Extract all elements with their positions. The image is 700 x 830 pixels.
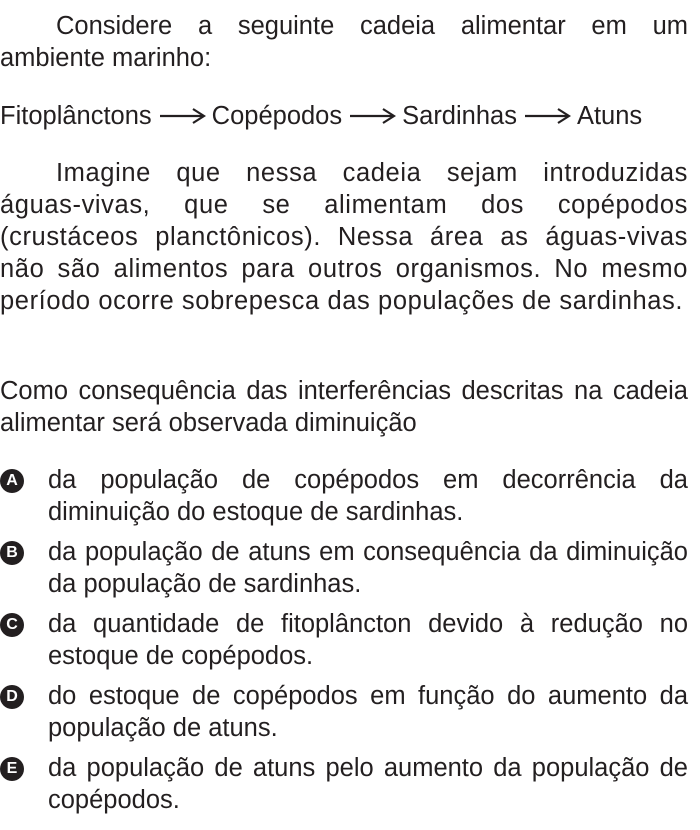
right-arrow-icon	[525, 106, 571, 126]
chain-item-atuns: Atuns	[576, 101, 643, 130]
right-arrow-icon	[350, 106, 396, 126]
option-d-text: do estoque de copépodos em função do aumento da população de atuns.	[48, 682, 688, 742]
scenario-paragraph	[0, 157, 688, 317]
option-b-text: da população de atuns em consequência da diminuição da população de sardinhas.	[48, 538, 688, 598]
option-e-text: da população de atuns pelo aumento da população de copépodos.	[48, 754, 688, 814]
option-a-badge-icon: A	[0, 469, 24, 493]
question-stem: Como consequência das interferências descritas na cadeia alimentar será observada diminuição	[0, 377, 688, 437]
intro-text: Considere a seguinte cadeia alimentar em um ambiente marinho:	[0, 12, 688, 72]
option-d-badge-icon: D	[0, 685, 24, 709]
intro-paragraph	[0, 10, 688, 74]
option-c-badge-icon: C	[0, 613, 24, 637]
option-b-badge-icon: B	[0, 541, 24, 565]
chain-item-fitoplanctons: Fitoplânctons	[0, 101, 152, 130]
option-a-text: da população de copépodos em decorrência da diminuição do estoque de sardinhas.	[48, 466, 688, 526]
chain-item-sardinhas: Sardinhas	[402, 101, 517, 130]
right-arrow-icon	[160, 106, 206, 126]
food-chain	[0, 100, 690, 132]
chain-item-copepodos: Copépodos	[211, 101, 343, 130]
scenario-text: Imagine que nessa cadeia sejam introduzidas águas-vivas, que se alimentam dos copépodos (crustáceos planctônicos). Nessa área as águas-vivas não são alimentos para outros organismos. No mesmo período ocorre sobrepesca das populações de sardinhas.	[0, 159, 688, 315]
option-e-badge-icon: E	[0, 757, 24, 781]
option-c-text: da quantidade de fitoplâncton devido à redução no estoque de copépodos.	[48, 610, 688, 670]
